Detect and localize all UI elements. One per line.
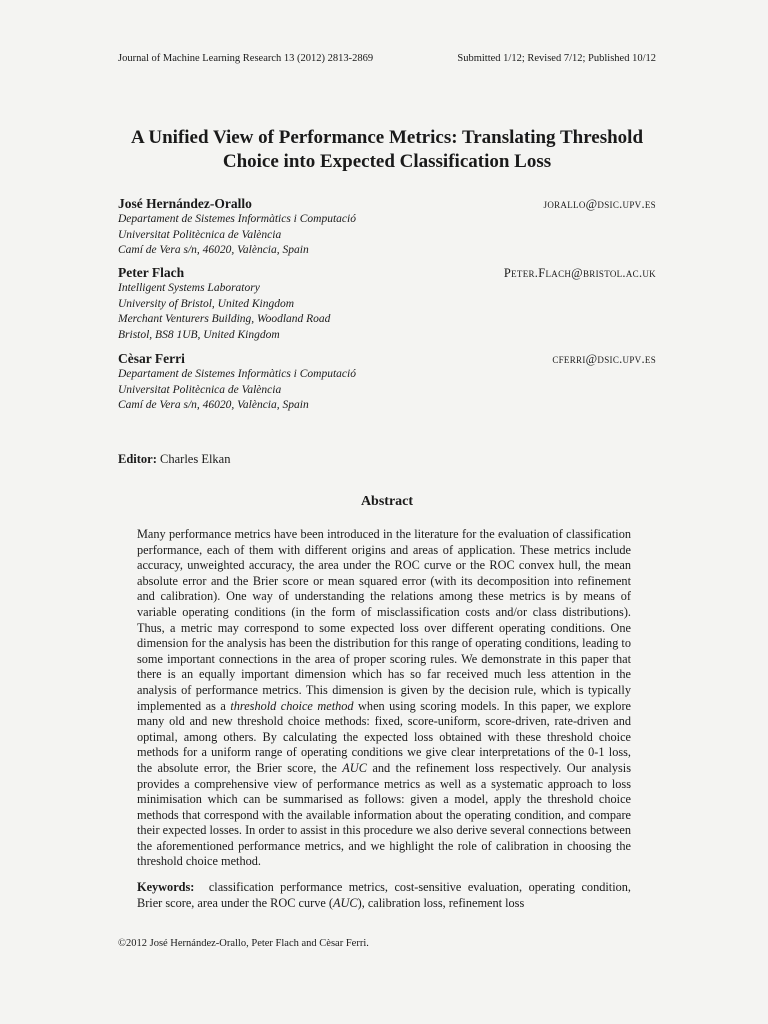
author-email[interactable]: Peter.Flach@bristol.ac.uk: [503, 266, 656, 280]
author-email[interactable]: cferri@dsic.upv.es: [552, 352, 656, 366]
copyright-notice: ©2012 José Hernández-Orallo, Peter Flach and Cèsar Ferri.: [118, 938, 369, 949]
abstract-text: Many performance metrics have been introduced in the literature for the evaluation of classification performance, each of them with different origins and areas of application. These metrics include accuracy, unweighted accuracy, the area under the ROC curve or the ROC convex hull, the mean absolute error and the Brier score or mean squared error (with its decomposition into refinement and calibration). One way of understanding the relations among these metrics is by means of variable operating conditions (in the form of misclassification costs and/or class distributions). Thus, a metric may correspond to some expected loss over different operating conditions. One dimension for the analysis has been the distribution for this range of operating conditions, leading to some important connections in the area of proper scoring rules. We demonstrate in this paper that there is an equally important dimension which has so far received much less attention in the analysis of performance metrics. This dimension is given by the decision rule, which is typically implemented as a: [137, 527, 631, 713]
title-line-1: A Unified View of Performance Metrics: Translating Threshold: [130, 127, 644, 148]
affiliation-line: Universitat Politècnica de València: [118, 383, 282, 396]
abstract-heading: Abstract: [360, 494, 414, 509]
editor-label: Editor:: [118, 452, 157, 466]
keywords: [137, 880, 631, 911]
keywords-label: Keywords:: [137, 880, 195, 894]
author-name: José Hernández-Orallo: [118, 196, 252, 211]
keywords-text: ), calibration loss, refinement loss: [357, 895, 525, 910]
keywords-emphasis: AUC: [332, 895, 358, 910]
keywords-text: classification performance metrics, cost-sensitive evaluation, operating condition, Brier score, area under the ROC curve (: [137, 880, 631, 910]
author-block-3: [118, 351, 656, 414]
abstract-text: and the refinement loss respectively. Our analysis provides a comprehensive view of performance metrics as well as a systematic approach to loss minimisation which can be summarised as follows: given a model, apply the threshold choice methods that correspond with the available information about the operating condition, and compare their expected losses. In order to assist in this procedure we also derive several connections between the aforementioned performance metrics, and we highlight the role of calibration in choosing the threshold choice method.: [137, 760, 631, 869]
author-block-2: [118, 265, 656, 343]
affiliation-line: Bristol, BS8 1UB, United Kingdom: [118, 328, 280, 341]
affiliation-line: Departament de Sistemes Informàtics i Computació: [118, 213, 356, 225]
affiliation-line: Camí de Vera s/n, 46020, València, Spain: [118, 244, 309, 256]
running-head: [118, 53, 656, 64]
author-name: Peter Flach: [118, 265, 185, 280]
journal-citation: Journal of Machine Learning Research 13 (2012) 2813-2869: [118, 53, 374, 64]
abstract-text: when using scoring models. In this paper, we explore many old and new threshold choice methods: fixed, score-uniform, score-driven, rate-driven and optimal, among others. By calculating the expected loss obtained with these threshold choice methods for a uniform range of operating conditions we give clear interpretations of the 0-1 loss, the absolute error, the Brier score, the: [137, 698, 632, 775]
author-block-1: [118, 196, 656, 259]
editor-line: [118, 452, 230, 467]
affiliation-line: Intelligent Systems Laboratory: [118, 282, 260, 294]
affiliation-line: Universitat Politècnica de València: [118, 228, 282, 241]
abstract-emphasis: threshold choice method: [230, 698, 354, 713]
title-line-2: Choice into Expected Classification Loss: [222, 151, 552, 172]
abstract-body: [137, 527, 631, 870]
affiliation-line: Merchant Venturers Building, Woodland Road: [118, 313, 331, 325]
abstract-emphasis: AUC: [342, 760, 367, 775]
affiliation-line: Departament de Sistemes Informàtics i Computació: [118, 368, 356, 380]
affiliation-line: Camí de Vera s/n, 46020, València, Spain: [118, 399, 309, 411]
paper-title: [118, 126, 656, 174]
editor-name: Charles Elkan: [160, 452, 231, 466]
author-email[interactable]: jorallo@dsic.upv.es: [543, 197, 656, 211]
author-name: Cèsar Ferri: [118, 351, 185, 366]
affiliation-line: University of Bristol, United Kingdom: [118, 297, 295, 310]
publication-dates: Submitted 1/12; Revised 7/12; Published 10/12: [457, 53, 656, 64]
